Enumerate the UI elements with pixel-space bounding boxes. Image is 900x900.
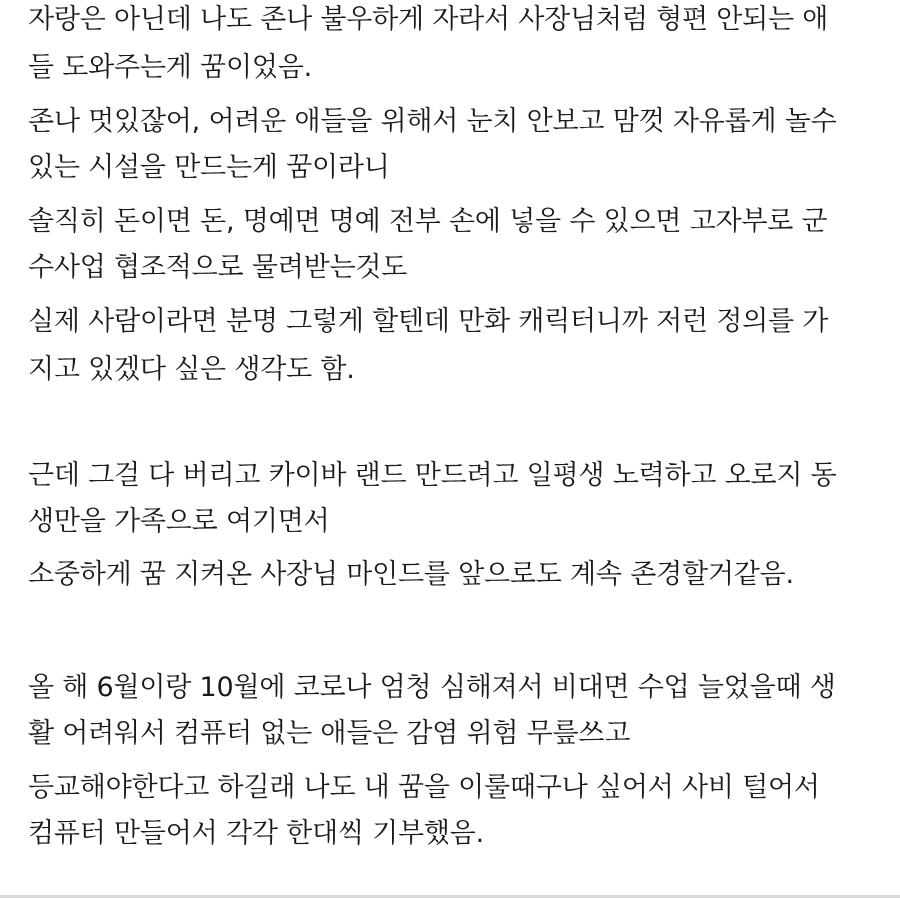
text-line: 등교해야한다고 하길래 나도 내 꿈을 이룰때구나 싶어서 사비 털어서 [28, 772, 820, 803]
text-line: 존나 멋있잖어, 어려운 애들을 위해서 눈치 안보고 맘껏 자유롭게 놀수 [28, 106, 837, 137]
text-line: 실제 사람이라면 분명 그렇게 할텐데 만화 캐릭터니까 저런 정의를 가 [28, 306, 829, 337]
text-line: 솔직히 돈이면 돈, 명예면 명예 전부 손에 넣을 수 있으면 고자부로 군 [28, 206, 828, 237]
text-line: 활 어려워서 컴퓨터 없는 애들은 감염 위험 무릎쓰고 [28, 718, 631, 749]
text-line: 근데 그걸 다 버리고 카이바 랜드 만드려고 일평생 노력하고 오로지 동 [28, 460, 837, 491]
text-line: 지고 있겠다 싶은 생각도 함. [28, 354, 355, 385]
text-line: 소중하게 꿈 지켜온 사장님 마인드를 앞으로도 계속 존경할거같음. [28, 559, 794, 590]
text-line: 올 해 6월이랑 10월에 코로나 엄청 심해져서 비대면 수업 늘었을때 생 [28, 672, 836, 703]
text-line: 컴퓨터 만들어서 각각 한대씩 기부했음. [28, 818, 485, 849]
text-line: 있는 시설을 만드는게 꿈이라니 [28, 152, 390, 183]
text-line: 수사업 협조적으로 물려받는것도 [28, 252, 408, 283]
text-line: 들 도와주는게 꿈이었음. [28, 52, 312, 83]
text-line: 생만을 가족으로 여기면서 [28, 506, 330, 537]
bottom-divider [0, 895, 900, 898]
text-line: 자랑은 아닌데 나도 존나 불우하게 자라서 사장님처럼 형편 안되는 애 [28, 4, 829, 35]
